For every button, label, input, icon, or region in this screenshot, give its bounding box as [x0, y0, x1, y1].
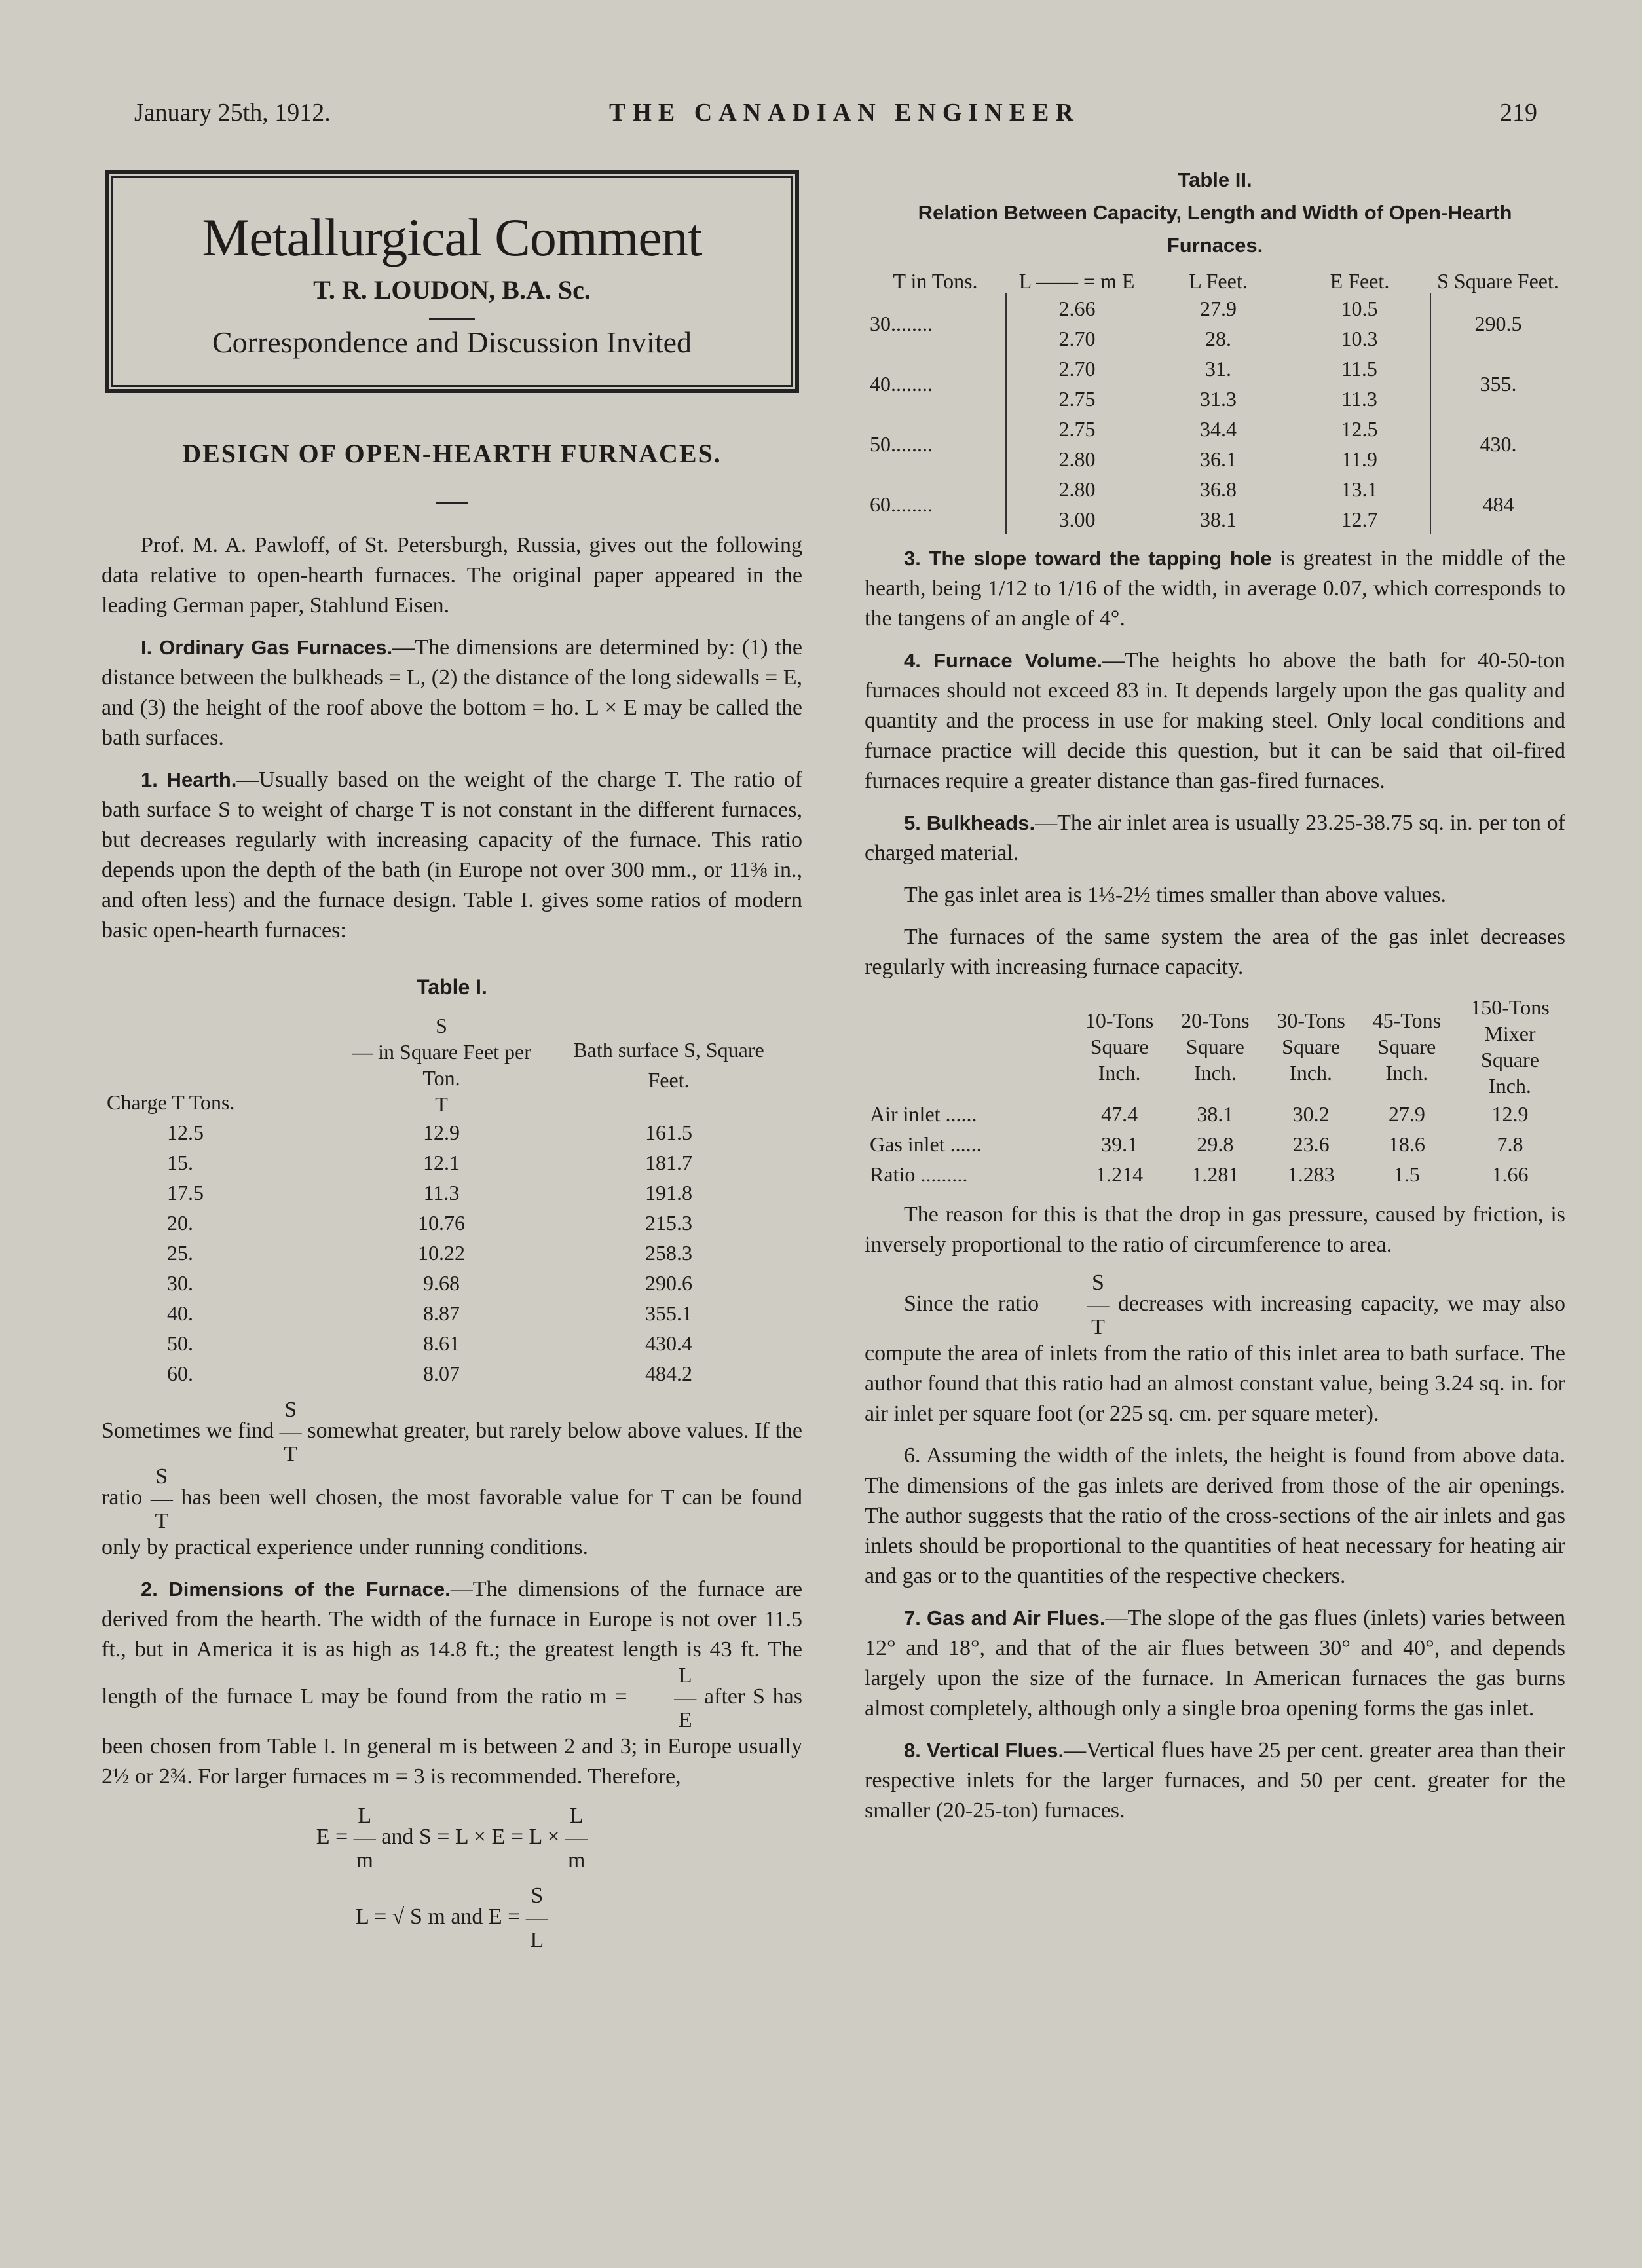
table-row: [102, 1208, 783, 1238]
table-row: [102, 1298, 783, 1328]
fraction: S — T: [1048, 1272, 1110, 1339]
formula: [102, 1805, 802, 1872]
paragraph: [102, 765, 802, 946]
text: somewhat greater, but rarely below above values. If the ratio: [102, 1418, 802, 1510]
fraction: S — L: [525, 1884, 548, 1952]
col-header: 30-Tons Square Inch.: [1277, 1009, 1345, 1085]
ratio-cell: 8.07: [423, 1362, 460, 1385]
ratio-cell: 9.68: [423, 1271, 460, 1295]
empty-cell: [865, 994, 1072, 1099]
section-text: is greatest in the middle of the hearth, being 1/12 to 1/16 of the width, in average 0.07, which corresponds to the tangens of an angle of 4°.: [865, 546, 1566, 631]
col-header: 150-Tons Mixer Square Inch.: [1470, 995, 1550, 1098]
section-heading: 8. Vertical Flues.: [904, 1739, 1064, 1762]
divider: [429, 318, 475, 320]
section-text: —The dimensions are determined by: (1) the distance between the bulkheads = L, (2) the distance of the long sidewalls = E, and (3) the height of the roof above the bottom = ho. L × E may be called the bath surfaces.: [102, 635, 802, 750]
table2: [865, 269, 1565, 534]
table-row: [102, 1238, 783, 1268]
value-cell: 1.214: [1096, 1162, 1144, 1186]
section-heading: 3. The slope toward the tapping hole: [904, 547, 1272, 570]
area-cell: 355.: [1480, 372, 1517, 396]
width-cell: 12.5: [1289, 414, 1430, 444]
section-text: —Vertical flues have 25 per cent. greater area than their respective inlets for the larger furnaces, and 50 per cent. greater for the smaller (20-25-ton) furnaces.: [865, 1738, 1565, 1823]
ratio-cell: 2.80: [1006, 474, 1148, 504]
text: Sometimes we find: [102, 1418, 274, 1443]
formula: [102, 1885, 802, 1952]
intro-paragraph: Prof. M. A. Pawloff, of St. Petersburgh, Russia, gives out the following data relative to open-hearth furnaces. The original paper appeared in the leading German paper, Stahlund Eisen.: [102, 533, 802, 618]
paragraph: The furnaces of the same system the area of the gas inlet decreases regularly with increasing furnace capacity.: [865, 925, 1565, 979]
section-heading: I. Ordinary Gas Furnaces.: [141, 636, 393, 659]
paragraph: The reason for this is that the drop in gas pressure, caused by friction, is inversely proportional to the ratio of circumference to area.: [865, 1202, 1565, 1257]
bath-cell: 290.6: [645, 1271, 692, 1295]
denominator: L: [530, 1928, 544, 1952]
section-text: —Usually based on the weight of the charge T. The ratio of bath surface S to weight of charge T is not constant in the different furnaces, but decreases regularly with increasing capacity of the furnace. This ratio depends upon the depth of the bath (in Europe not over 300 mm., or 11⅜ in., and often less) and the furnace design. Table I. gives some ratios of modern basic open-hearth furnaces:: [102, 768, 802, 942]
numerator: S: [531, 1884, 544, 1908]
length-cell: 31.: [1205, 357, 1231, 381]
ratio-cell: 11.3: [423, 1181, 460, 1204]
length-cell: 36.1: [1200, 447, 1237, 471]
table-row: [102, 1358, 783, 1388]
bath-cell: 191.8: [645, 1181, 692, 1204]
table2-caption: Table II.: [1178, 168, 1252, 191]
bath-cell: 484.2: [645, 1362, 692, 1385]
table-row: [102, 1178, 783, 1208]
paragraph: [102, 1399, 802, 1563]
table-row: [865, 293, 1565, 324]
width-cell: 11.9: [1289, 444, 1430, 474]
table-row: [102, 1147, 783, 1178]
table-row: [865, 1099, 1565, 1129]
bath-cell: 430.4: [645, 1331, 692, 1355]
table1-caption: Table I.: [417, 975, 487, 999]
bath-cell: 181.7: [645, 1151, 692, 1174]
section-heading: 7. Gas and Air Flues.: [904, 1607, 1106, 1629]
col-header: Charge T Tons.: [107, 1090, 235, 1114]
numerator: S: [155, 1464, 168, 1489]
paragraph: 6. Assuming the width of the inlets, the height is found from above data. The dimensions of the gas inlets are derived from those of the air openings. The author suggests that the ratio of the cross-sections of the air inlets and gas inlets should be proportional to the quantities of heat necessary for heating air and gas or to the quantities of the respective checkers.: [865, 1443, 1565, 1588]
section-heading: 2. Dimensions of the Furnace.: [141, 1578, 451, 1601]
value-cell: 1.5: [1393, 1162, 1420, 1186]
charge-cell: 30.: [167, 1271, 193, 1295]
box-author: T. R. LOUDON, B.A. Sc.: [313, 275, 591, 305]
value-cell: 30.2: [1292, 1102, 1330, 1126]
divider: [436, 502, 468, 504]
fraction: S — T: [279, 1398, 302, 1466]
numerator: L: [678, 1664, 692, 1688]
symbol: T: [435, 1092, 448, 1116]
tons-cell: 30........: [870, 312, 933, 335]
charge-cell: 50.: [167, 1331, 193, 1355]
ratio-cell: 2.70: [1006, 354, 1148, 384]
charge-cell: 20.: [167, 1211, 193, 1235]
section-heading: 4. Furnace Volume.: [904, 649, 1102, 672]
denominator: m: [567, 1848, 586, 1872]
ratio-cell: 8.61: [423, 1331, 460, 1355]
article-title: DESIGN OF OPEN-HEARTH FURNACES.: [182, 439, 722, 468]
text: L = √ S m and E =: [356, 1904, 521, 1929]
value-cell: 18.6: [1388, 1132, 1425, 1156]
area-cell: 290.5: [1474, 312, 1522, 335]
tons-cell: 60........: [870, 493, 933, 516]
symbol: S: [436, 1014, 447, 1037]
bath-cell: 161.5: [645, 1121, 692, 1144]
ratio-cell: 10.22: [418, 1241, 465, 1265]
box-subtitle: Correspondence and Discussion Invited: [212, 325, 692, 359]
section-heading: 5. Bulkheads.: [904, 811, 1036, 834]
value-cell: 1.283: [1287, 1162, 1335, 1186]
section-heading: 1. Hearth.: [141, 768, 237, 791]
ratio-cell: 10.76: [418, 1211, 465, 1235]
section-text: —The air inlet area is usually 23.25-38.75 sq. in. per ton of charged material.: [865, 811, 1565, 865]
col-header: 10-Tons Square Inch.: [1085, 1009, 1154, 1085]
paragraph: The gas inlet area is 1⅓-2½ times smaller than above values.: [904, 883, 1447, 907]
table3: [865, 994, 1565, 1189]
table2-body: [865, 293, 1565, 534]
length-cell: 27.9: [1200, 297, 1237, 320]
charge-cell: 25.: [167, 1241, 193, 1265]
charge-cell: 12.5: [167, 1121, 204, 1144]
table-row: [865, 1159, 1565, 1189]
section-text: —The slope of the gas flues (inlets) varies between 12° and 18°, and that of the air flues between 30° and 40°, and depends largely upon the size of the furnace. In American furnaces the gas burns almost completely, although only a single broa opening forms the gas inlet.: [865, 1606, 1565, 1720]
width-cell: 10.5: [1289, 293, 1430, 324]
charge-cell: 17.5: [167, 1181, 204, 1204]
section-text: —The dimensions of the furnace are derived from the hearth. The width of the furnace in Europe is not over 11.5 ft., but in America it is as high as 14.8 ft.; the greatest length is 43 ft. The length of the furnace L may be found from the ratio m =: [102, 1577, 802, 1709]
bath-cell: 355.1: [645, 1301, 692, 1325]
col-header: L —— = m E: [1018, 269, 1135, 293]
bath-cell: 215.3: [645, 1211, 692, 1235]
left-column: [102, 164, 802, 1965]
table-header-row: [865, 994, 1565, 1099]
ratio-cell: 2.70: [1006, 324, 1148, 354]
fraction: L — m: [353, 1804, 376, 1872]
paragraph: [865, 1603, 1565, 1724]
value-cell: 12.9: [1491, 1102, 1529, 1126]
ratio-cell: 2.66: [1006, 293, 1148, 324]
paragraph: [865, 1272, 1565, 1429]
col-header: T in Tons.: [893, 269, 978, 293]
width-cell: 13.1: [1289, 474, 1430, 504]
paragraph: [865, 646, 1565, 796]
table-row: [102, 1268, 783, 1298]
page-number: 219: [1500, 99, 1537, 126]
paragraph: [102, 1574, 802, 1792]
width-cell: 12.7: [1289, 504, 1430, 534]
col-header: Bath surface S, Square Feet.: [573, 1038, 764, 1092]
width-cell: 11.5: [1289, 354, 1430, 384]
value-cell: 1.66: [1491, 1162, 1529, 1186]
area-cell: 430.: [1480, 432, 1517, 456]
section-text: after S has been chosen from Table I. In general m is between 2 and 3; in Europe usually 2½ or 2¾. For larger furnaces m = 3 is recommended. Therefore,: [102, 1684, 802, 1789]
width-cell: 11.3: [1289, 384, 1430, 414]
denominator: T: [284, 1442, 298, 1466]
text: has been well chosen, the most favorable value for T can be found only by practical experience under running conditions.: [102, 1485, 803, 1559]
header-text: — in Square Feet per Ton.: [352, 1040, 531, 1090]
width-cell: 10.3: [1289, 324, 1430, 354]
table3-body: [865, 1099, 1565, 1189]
text: decreases with increasing capacity, we may also compute the area of inlets from the ratio of this inlet area to bath surface. The author found that this ratio had an almost constant value, being 3.24 sq. in. for air inlet per square foot (or 225 sq. cm. per square meter).: [865, 1291, 1565, 1426]
value-cell: 7.8: [1497, 1132, 1523, 1156]
table-row: [102, 1328, 783, 1358]
table-header-row: [865, 269, 1565, 293]
value-cell: 39.1: [1101, 1132, 1138, 1156]
table-row: [865, 1129, 1565, 1159]
charge-cell: 60.: [167, 1362, 193, 1385]
length-cell: 28.: [1205, 327, 1231, 350]
table-row: [102, 1117, 783, 1147]
ratio-cell: 2.75: [1006, 414, 1148, 444]
denominator: E: [678, 1708, 692, 1732]
length-cell: 36.8: [1200, 477, 1237, 501]
text: Since the ratio: [904, 1291, 1039, 1316]
numerator: L: [569, 1804, 584, 1828]
comment-box: [105, 170, 799, 393]
numerator: L: [358, 1804, 372, 1828]
fraction: L — E: [635, 1665, 696, 1732]
section-text: —The heights ho above the bath for 40-50-ton furnaces should not exceed 83 in. It depends largely upon the gas quality and quantity and the process in use for making steel. Only local conditions and furnace practice will decide this question, but it can be said that oil-fired furnaces require a greater distance than gas-fired furnaces.: [865, 648, 1565, 793]
length-cell: 38.1: [1200, 508, 1237, 531]
right-column: [865, 164, 1565, 1838]
tons-cell: 50........: [870, 432, 933, 456]
denominator: T: [155, 1509, 169, 1533]
paragraph: [865, 1736, 1565, 1826]
table1: [102, 1013, 783, 1388]
row-label: Ratio .........: [870, 1162, 968, 1186]
fraction: L — m: [565, 1804, 588, 1872]
value-cell: 23.6: [1292, 1132, 1330, 1156]
fraction: S — T: [150, 1464, 173, 1533]
box-title: Metallurgical Comment: [202, 208, 702, 267]
bath-cell: 258.3: [645, 1241, 692, 1265]
ratio-cell: 2.80: [1006, 444, 1148, 474]
numerator: S: [1092, 1271, 1104, 1295]
area-cell: 484: [1482, 493, 1514, 516]
table-row: [865, 474, 1565, 504]
ratio-cell: 3.00: [1006, 504, 1148, 534]
value-cell: 1.281: [1191, 1162, 1239, 1186]
ratio-cell: 12.9: [423, 1121, 460, 1144]
text: E =: [316, 1824, 348, 1849]
value-cell: 27.9: [1388, 1102, 1425, 1126]
value-cell: 29.8: [1197, 1132, 1234, 1156]
row-label: Air inlet ......: [870, 1102, 977, 1126]
col-header: L Feet.: [1189, 269, 1248, 293]
denominator: T: [1091, 1315, 1105, 1339]
length-cell: 31.3: [1200, 387, 1237, 411]
value-cell: 47.4: [1101, 1102, 1138, 1126]
journal-title: THE CANADIAN ENGINEER: [609, 99, 1080, 126]
col-header: 45-Tons Square Inch.: [1372, 1009, 1442, 1085]
paragraph: [865, 808, 1565, 868]
col-header: 20-Tons Square Inch.: [1181, 1009, 1250, 1085]
col-header: [328, 1013, 555, 1117]
table-header-row: [102, 1013, 783, 1117]
charge-cell: 15.: [167, 1151, 193, 1174]
charge-cell: 40.: [167, 1301, 193, 1325]
row-label: Gas inlet ......: [870, 1132, 982, 1156]
col-header: E Feet.: [1330, 269, 1390, 293]
length-cell: 34.4: [1200, 417, 1237, 441]
table-row: [865, 414, 1565, 444]
numerator: S: [284, 1398, 297, 1422]
ratio-cell: 8.87: [423, 1301, 460, 1325]
tons-cell: 40........: [870, 372, 933, 396]
value-cell: 38.1: [1197, 1102, 1234, 1126]
ratio-cell: 12.1: [423, 1151, 460, 1174]
issue-date: January 25th, 1912.: [134, 99, 331, 126]
table-row: [865, 354, 1565, 384]
paragraph: [865, 544, 1565, 634]
paragraph: [102, 633, 802, 753]
text: and S = L × E = L ×: [381, 1824, 560, 1849]
denominator: m: [356, 1848, 373, 1872]
col-header: S Square Feet.: [1437, 269, 1559, 293]
ratio-cell: 2.75: [1006, 384, 1148, 414]
table1-body: [102, 1117, 783, 1388]
table2-title: Relation Between Capacity, Length and Width of Open-Hearth Furnaces.: [918, 201, 1512, 257]
